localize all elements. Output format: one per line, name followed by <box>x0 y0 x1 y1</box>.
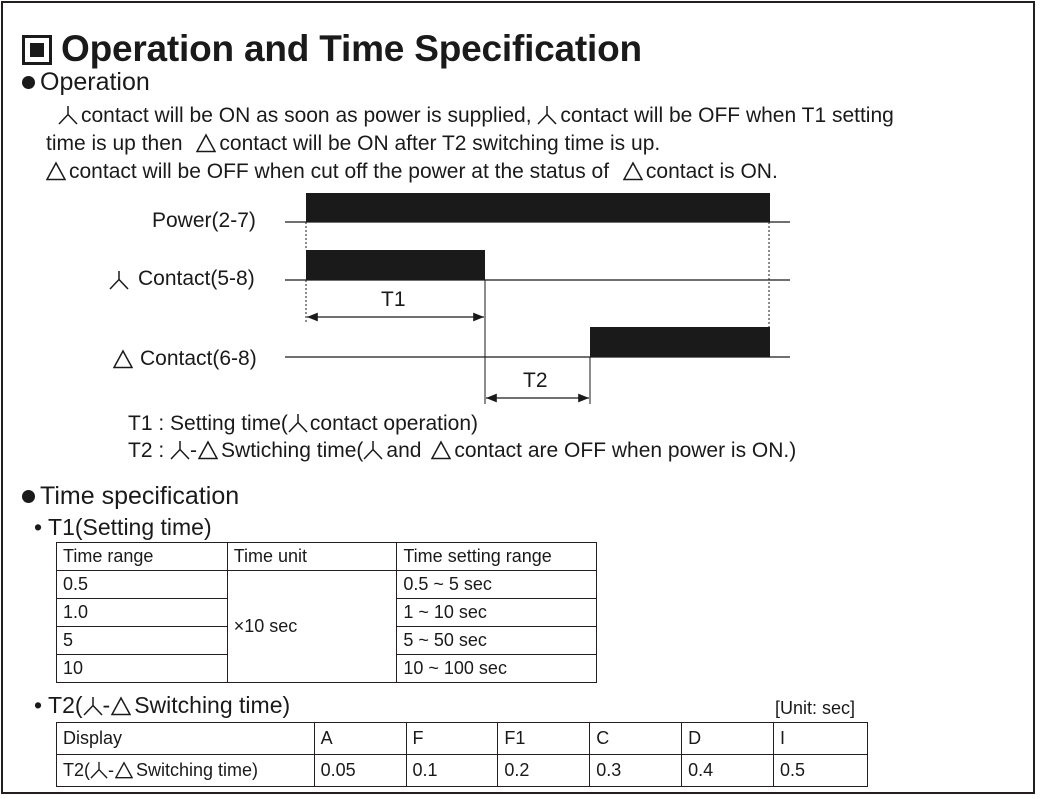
row-label: Display <box>57 723 315 755</box>
unit-note: [Unit: sec] <box>775 698 856 718</box>
table-cell: 5 <box>57 627 228 655</box>
value-cell: 0.3 <box>590 755 682 787</box>
display-cell: D <box>682 723 774 755</box>
table-cell: 10 ~ 100 sec <box>397 655 597 683</box>
value-cell: 0.5 <box>774 755 868 787</box>
time-spec-section-title <box>22 482 239 511</box>
value-cell: 0.1 <box>406 755 498 787</box>
row-label: T2( - Switching time) <box>57 755 315 787</box>
table-row <box>57 571 597 599</box>
bullet-icon <box>22 490 35 503</box>
value-cell: 0.2 <box>498 755 590 787</box>
operation-line-3: contact will be OFF when cut off the power at the status of contact is ON. <box>46 158 778 186</box>
t2-note: T2 : - Swtiching time( and contact are OFF when power is ON.) <box>128 439 797 462</box>
star-icon <box>170 440 190 460</box>
t1-label: T1 <box>381 288 406 311</box>
star-icon <box>110 271 128 289</box>
time-spec-title: Time specification <box>40 482 240 510</box>
operation-title: Operation <box>40 68 150 96</box>
table-header: Time setting range <box>397 543 597 571</box>
star-icon <box>288 413 308 433</box>
table-cell: 1 ~ 10 sec <box>397 599 597 627</box>
t1-note: T1 : Setting time( contact operation) <box>128 412 478 435</box>
star-contact-label: Contact(5-8) <box>138 267 255 290</box>
value-cell: 0.4 <box>682 755 774 787</box>
delta-icon <box>431 440 451 460</box>
display-cell: I <box>774 723 868 755</box>
display-cell: F1 <box>498 723 590 755</box>
display-cell: C <box>590 723 682 755</box>
star-icon <box>83 696 103 716</box>
delta-icon <box>198 440 218 460</box>
table-row <box>57 755 868 787</box>
table-row <box>57 723 868 755</box>
table-cell: 10 <box>57 655 228 683</box>
table-cell: 0.5 ~ 5 sec <box>397 571 597 599</box>
power-label: Power(2-7) <box>152 209 256 232</box>
page-title: Operation and Time Specification <box>61 28 642 69</box>
time-unit-cell: ×10 sec <box>227 571 397 683</box>
delta-contact-label: Contact(6-8) <box>140 347 257 370</box>
t2-subtitle: • T2( - Switching time) <box>34 692 291 718</box>
table-header-row <box>57 543 597 571</box>
star-icon <box>363 440 383 460</box>
operation-line-2: time is up then contact will be ON after T2 switching time is up. <box>46 132 661 155</box>
display-cell: A <box>314 723 406 755</box>
table-cell: 1.0 <box>57 599 228 627</box>
display-cell: F <box>406 723 498 755</box>
delta-contact-pulse <box>590 327 770 357</box>
table-cell: 0.5 <box>57 571 228 599</box>
table-cell: 5 ~ 50 sec <box>397 627 597 655</box>
delta-icon <box>115 761 133 779</box>
t2-table <box>56 722 868 787</box>
table-header: Time unit <box>227 543 397 571</box>
operation-line-1: contact will be ON as soon as power is supplied, contact will be OFF when T1 setting <box>46 102 894 130</box>
power-pulse <box>306 193 770 222</box>
delta-icon <box>114 351 132 368</box>
value-cell: 0.05 <box>314 755 406 787</box>
t1-table <box>56 542 597 683</box>
star-icon <box>90 761 108 779</box>
star-contact-pulse <box>306 250 485 280</box>
delta-icon <box>111 696 131 716</box>
table-header: Time range <box>57 543 228 571</box>
t2-label: T2 <box>523 369 548 392</box>
t1-subtitle: • T1(Setting time) <box>34 514 212 540</box>
